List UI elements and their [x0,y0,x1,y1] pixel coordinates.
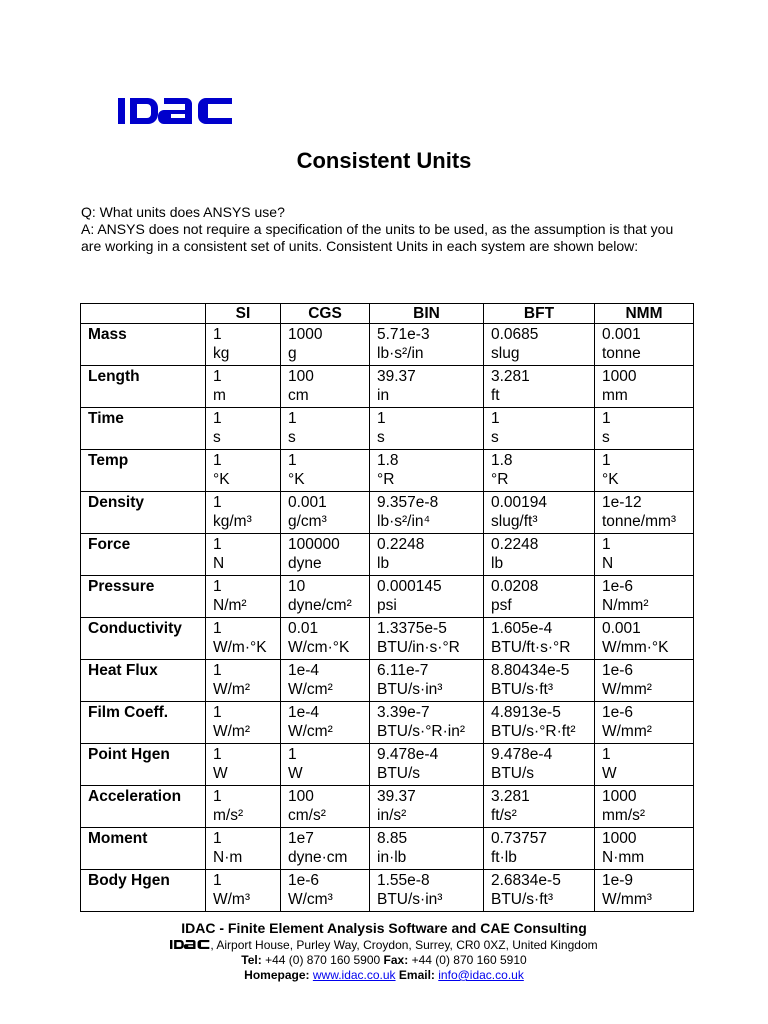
unit-cell-nmm [595,534,694,576]
unit-value: 1 [288,746,297,763]
unit-value: 1 [602,452,611,469]
unit-cell-si [206,702,281,744]
unit-value: 0.0685 [491,326,539,343]
unit-cell-cgs [281,744,370,786]
unit-value: 3.281 [491,368,530,385]
footer-phone-line [0,953,768,968]
fax-label: Fax: [383,953,409,967]
question-text: Q: What units does ANSYS use? [81,204,285,220]
unit-value: 1e-6 [602,662,634,679]
unit-symbol: N [213,555,225,572]
unit-value: 0.001 [602,620,641,637]
table-row [81,660,694,702]
unit-symbol: BTU/s·in³ [377,891,443,908]
unit-symbol: °R [491,471,509,488]
unit-value: 1 [602,410,611,427]
unit-value: 1 [213,620,222,637]
unit-cell-bft [484,534,595,576]
unit-symbol: W [288,765,303,782]
unit-symbol: ft·lb [491,849,517,866]
unit-value: 8.85 [377,830,408,847]
unit-symbol: lb [491,555,504,572]
unit-symbol: psf [491,597,512,614]
header-bin: BIN [370,304,484,324]
unit-symbol: s [213,429,221,446]
unit-symbol: °K [213,471,230,488]
unit-value: 1.55e-8 [377,872,430,889]
quantity-label: Length [81,366,206,408]
unit-value: 1 [213,494,222,511]
unit-cell-cgs [281,870,370,912]
unit-cell-bin [370,534,484,576]
unit-symbol: N/mm² [602,597,649,614]
unit-symbol: m/s² [213,807,244,824]
unit-value: 1e7 [288,830,314,847]
unit-symbol: lb·s²/in [377,345,424,362]
unit-symbol: ft [491,387,500,404]
unit-cell-si [206,786,281,828]
unit-cell-nmm [595,492,694,534]
table-row [81,618,694,660]
unit-value: 100 [288,788,314,805]
unit-cell-si [206,534,281,576]
unit-symbol: lb·s²/in⁴ [377,513,431,530]
unit-cell-bft [484,660,595,702]
unit-symbol: psi [377,597,397,614]
unit-symbol: BTU/s·°R·in² [377,723,465,740]
unit-symbol: tonne/mm³ [602,513,677,530]
unit-value: 1 [213,578,222,595]
unit-symbol: g [288,345,297,362]
unit-value: 3.281 [491,788,530,805]
unit-value: 1 [602,746,611,763]
unit-symbol: in [377,387,390,404]
unit-value: 1 [213,326,222,343]
unit-value: 1 [288,452,297,469]
unit-symbol: N·m [213,849,243,866]
unit-cell-si [206,492,281,534]
footer-address: , Airport House, Purley Way, Croydon, Surrey, CR0 0XZ, United Kingdom [210,938,598,952]
unit-symbol: W/mm² [602,723,652,740]
unit-value: 1 [213,872,222,889]
unit-symbol: mm/s² [602,807,646,824]
unit-cell-nmm [595,324,694,366]
unit-symbol: W/mm·°K [602,639,669,656]
quantity-label: Force [81,534,206,576]
unit-symbol: W/m³ [213,891,251,908]
unit-value: 1 [213,704,222,721]
homepage-link[interactable]: www.idac.co.uk [312,968,396,982]
quantity-label: Time [81,408,206,450]
unit-cell-cgs [281,366,370,408]
unit-value: 2.6834e-5 [491,872,561,889]
table-row [81,324,694,366]
unit-symbol: N·mm [602,849,645,866]
unit-cell-cgs [281,450,370,492]
unit-value: 1.8 [377,452,399,469]
unit-symbol: dyne/cm² [288,597,352,614]
quantity-label: Point Hgen [81,744,206,786]
unit-value: 9.478e-4 [377,746,439,763]
unit-cell-si [206,324,281,366]
page-title: Consistent Units [296,148,472,173]
unit-cell-bin [370,786,484,828]
unit-symbol: N/m² [213,597,247,614]
quantity-label: Pressure [81,576,206,618]
unit-cell-nmm [595,702,694,744]
unit-symbol: BTU/in·s·°R [377,639,460,656]
unit-value: 1 [213,746,222,763]
unit-cell-bin [370,870,484,912]
table-row [81,366,694,408]
unit-value: 4.8913e-5 [491,704,561,721]
unit-cell-si [206,450,281,492]
table-row [81,828,694,870]
unit-cell-bft [484,786,595,828]
unit-value: 1000 [288,326,323,343]
homepage-label: Homepage: [244,968,310,982]
unit-value: 1.605e-4 [491,620,553,637]
unit-symbol: g/cm³ [288,513,327,530]
unit-cell-bin [370,366,484,408]
unit-value: 1 [213,368,222,385]
unit-value: 1000 [602,830,637,847]
quantity-label: Heat Flux [81,660,206,702]
unit-cell-nmm [595,870,694,912]
unit-symbol: s [602,429,610,446]
footer-address-line [0,938,768,953]
unit-value: 1e-6 [602,704,634,721]
unit-cell-cgs [281,618,370,660]
unit-value: 100 [288,368,314,385]
unit-symbol: W [602,765,617,782]
unit-value: 1 [491,410,500,427]
idac-logo [118,96,234,126]
unit-value: 1e-9 [602,872,634,889]
unit-cell-nmm [595,450,694,492]
table-header-row [81,304,694,324]
unit-value: 0.2248 [377,536,425,553]
unit-cell-bft [484,702,595,744]
unit-symbol: BTU/s·ft³ [491,891,553,908]
unit-value: 10 [288,578,306,595]
tel-number: +44 (0) 870 160 5900 [265,953,381,967]
unit-cell-bft [484,450,595,492]
table-row [81,408,694,450]
unit-value: 1e-6 [288,872,320,889]
footer-company-line: IDAC - Finite Element Analysis Software and CAE Consulting [181,920,587,936]
unit-cell-bin [370,408,484,450]
table-row [81,576,694,618]
unit-cell-si [206,366,281,408]
unit-cell-nmm [595,828,694,870]
unit-symbol: W/mm³ [602,891,652,908]
unit-symbol: W/cm·°K [288,639,350,656]
unit-value: 8.80434e-5 [491,662,570,679]
unit-value: 1000 [602,368,637,385]
unit-symbol: W/m² [213,681,251,698]
unit-symbol: W [213,765,228,782]
unit-symbol: lb [377,555,390,572]
unit-value: 9.357e-8 [377,494,439,511]
unit-cell-cgs [281,660,370,702]
unit-cell-bin [370,828,484,870]
table-row [81,534,694,576]
unit-symbol: °K [602,471,619,488]
table-row [81,744,694,786]
unit-value: 39.37 [377,368,416,385]
unit-cell-cgs [281,828,370,870]
unit-value: 1.3375e-5 [377,620,447,637]
unit-cell-bin [370,744,484,786]
unit-cell-cgs [281,408,370,450]
unit-value: 1 [213,830,222,847]
unit-value: 0.0208 [491,578,539,595]
unit-cell-si [206,744,281,786]
quantity-label: Temp [81,450,206,492]
unit-symbol: mm [602,387,628,404]
unit-cell-si [206,618,281,660]
unit-cell-cgs [281,786,370,828]
unit-cell-si [206,828,281,870]
unit-value: 1000 [602,788,637,805]
unit-symbol: ft/s² [491,807,517,824]
unit-value: 1 [602,536,611,553]
unit-cell-bin [370,450,484,492]
unit-cell-nmm [595,744,694,786]
table-row [81,870,694,912]
unit-value: 100000 [288,536,340,553]
unit-value: 0.000145 [377,578,442,595]
unit-cell-cgs [281,324,370,366]
unit-value: 0.01 [288,620,319,637]
unit-symbol: BTU/s·in³ [377,681,443,698]
unit-cell-bft [484,870,595,912]
unit-symbol: kg [213,345,230,362]
footer-web-line [0,968,768,983]
unit-symbol: W/cm³ [288,891,333,908]
table-row [81,450,694,492]
unit-symbol: in·lb [377,849,407,866]
unit-value: 1 [213,536,222,553]
unit-value: 1.8 [491,452,513,469]
quantity-label: Film Coeff. [81,702,206,744]
unit-symbol: W/cm² [288,681,333,698]
unit-cell-si [206,870,281,912]
consistent-units-table [80,303,694,912]
header-bft: BFT [484,304,595,324]
unit-symbol: °R [377,471,395,488]
unit-cell-bft [484,408,595,450]
unit-value: 1e-12 [602,494,642,511]
unit-cell-nmm [595,366,694,408]
unit-symbol: s [491,429,499,446]
unit-cell-cgs [281,576,370,618]
unit-cell-cgs [281,534,370,576]
footer [0,920,768,983]
unit-symbol: dyne·cm [288,849,348,866]
idac-mini-logo [170,939,210,950]
unit-cell-nmm [595,408,694,450]
unit-value: 0.73757 [491,830,548,847]
unit-cell-si [206,660,281,702]
unit-symbol: W/mm² [602,681,652,698]
intro-text [81,204,687,255]
unit-cell-bft [484,576,595,618]
table-row [81,702,694,744]
unit-symbol: W/m² [213,723,251,740]
header-si: SI [206,304,281,324]
fax-number: +44 (0) 870 160 5910 [411,953,527,967]
unit-symbol: in/s² [377,807,407,824]
unit-value: 9.478e-4 [491,746,553,763]
unit-symbol: cm [288,387,309,404]
unit-symbol: BTU/s [491,765,535,782]
unit-symbol: kg/m³ [213,513,252,530]
unit-cell-bft [484,366,595,408]
answer-text: A: ANSYS does not require a specification of the units to be used, as the assumption is that you are working in a consistent set of units. Consistent Units in each system are shown below: [81,221,674,254]
unit-value: 1 [377,410,386,427]
unit-symbol: tonne [602,345,641,362]
unit-cell-cgs [281,492,370,534]
unit-symbol: s [288,429,296,446]
unit-value: 6.11e-7 [377,662,429,679]
unit-symbol: °K [288,471,305,488]
quantity-label: Body Hgen [81,870,206,912]
unit-cell-si [206,576,281,618]
unit-symbol: slug/ft³ [491,513,538,530]
unit-value: 1e-4 [288,704,320,721]
unit-cell-si [206,408,281,450]
unit-symbol: slug [491,345,520,362]
unit-cell-bft [484,828,595,870]
unit-value: 1 [213,788,222,805]
email-label: Email: [398,968,435,982]
unit-cell-nmm [595,618,694,660]
unit-cell-nmm [595,786,694,828]
header-cgs: CGS [281,304,370,324]
unit-symbol: BTU/ft·s·°R [491,639,571,656]
email-link[interactable]: info@idac.co.uk [438,968,524,982]
unit-value: 1e-4 [288,662,320,679]
unit-cell-bft [484,744,595,786]
unit-symbol: dyne [288,555,322,572]
unit-symbol: N [602,555,614,572]
unit-cell-bin [370,702,484,744]
quantity-label: Mass [81,324,206,366]
unit-cell-bft [484,324,595,366]
unit-value: 0.001 [288,494,327,511]
unit-value: 5.71e-3 [377,326,430,343]
tel-label: Tel: [241,953,262,967]
unit-symbol: s [377,429,385,446]
unit-cell-bft [484,618,595,660]
unit-value: 39.37 [377,788,416,805]
unit-symbol: BTU/s [377,765,421,782]
unit-value: 0.00194 [491,494,548,511]
unit-cell-bin [370,492,484,534]
unit-value: 1 [213,662,222,679]
unit-cell-nmm [595,576,694,618]
unit-cell-nmm [595,660,694,702]
unit-symbol: W/cm² [288,723,333,740]
unit-symbol: m [213,387,226,404]
unit-symbol: BTU/s·ft³ [491,681,553,698]
unit-cell-bin [370,324,484,366]
unit-symbol: W/m·°K [213,639,267,656]
header-nmm: NMM [595,304,694,324]
unit-value: 1 [213,452,222,469]
unit-value: 1e-6 [602,578,634,595]
quantity-label: Conductivity [81,618,206,660]
unit-symbol: cm/s² [288,807,326,824]
header-quantity [81,304,206,324]
quantity-label: Acceleration [81,786,206,828]
table-row [81,786,694,828]
quantity-label: Density [81,492,206,534]
unit-value: 0.2248 [491,536,539,553]
unit-value: 1 [288,410,297,427]
unit-symbol: BTU/s·°R·ft² [491,723,576,740]
unit-value: 1 [213,410,222,427]
unit-cell-bft [484,492,595,534]
quantity-label: Moment [81,828,206,870]
unit-cell-bin [370,576,484,618]
unit-cell-cgs [281,702,370,744]
unit-cell-bin [370,660,484,702]
unit-value: 3.39e-7 [377,704,430,721]
unit-value: 0.001 [602,326,641,343]
table-row [81,492,694,534]
unit-cell-bin [370,618,484,660]
